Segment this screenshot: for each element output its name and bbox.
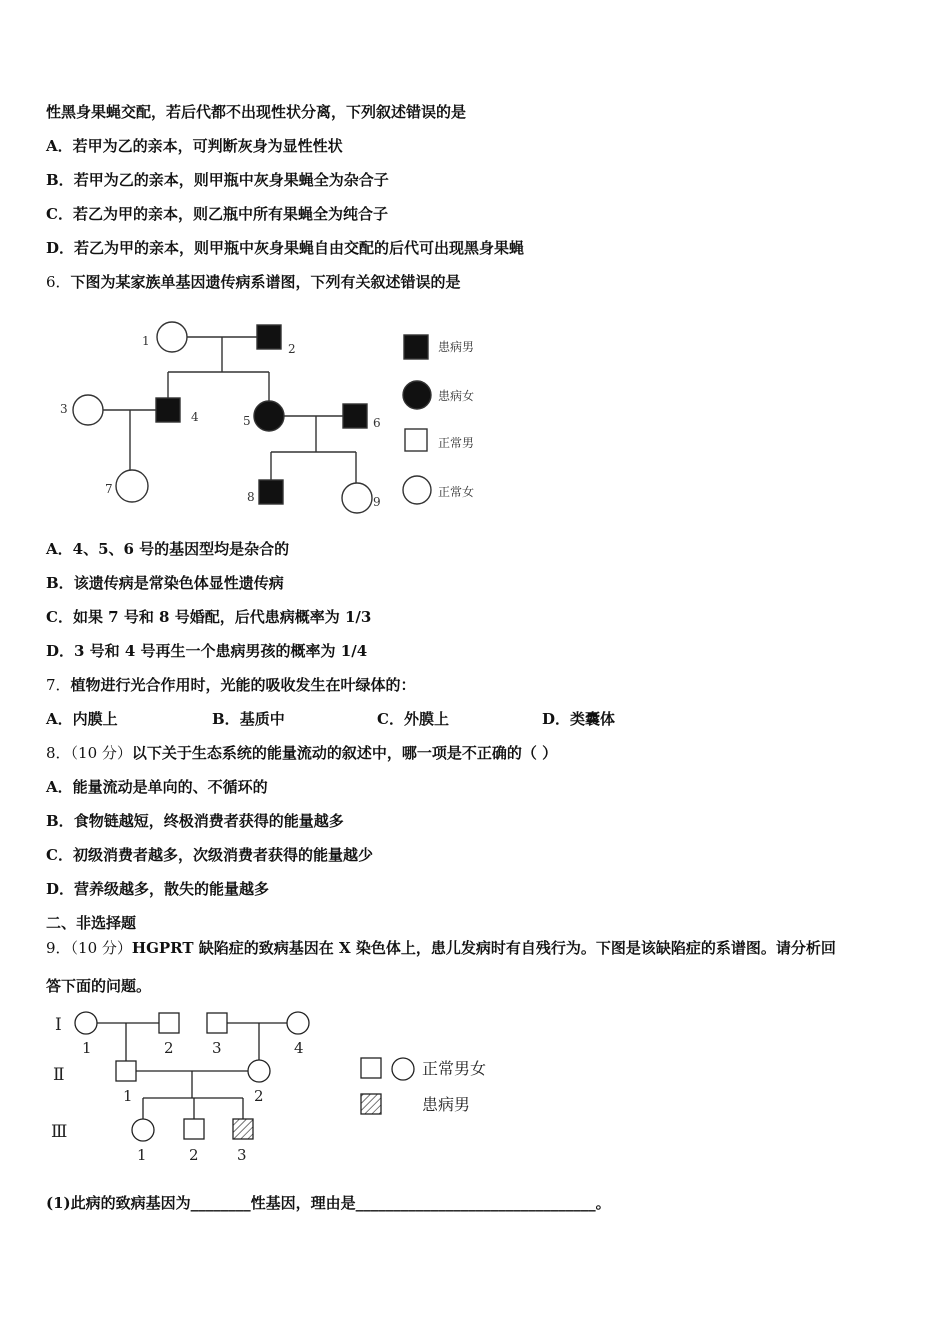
q9-generation-1: Ⅰ [55, 1015, 62, 1035]
q9-gen2-id-1: 1 [123, 1087, 133, 1105]
q9-gen2-id-2: 2 [254, 1087, 264, 1105]
q6-legend-affected-female-symbol [403, 381, 431, 409]
q6-option-d: D．3 号和 4 号再生一个患病男孩的概率为 1/4 [46, 642, 368, 660]
q6-individual-4 [156, 398, 180, 422]
q9-stem-line2: 答下面的问题。 [46, 977, 152, 995]
q8-option-a: A．能量流动是单向的、不循环的 [46, 778, 268, 796]
q9-gen1-individual-3 [207, 1013, 227, 1033]
q7-option-b: B．基质中 [212, 710, 285, 728]
q9-legend-affected-male-symbol [361, 1094, 381, 1114]
q6-individual-8 [259, 480, 283, 504]
q9-gen3-id-1: 1 [137, 1146, 147, 1164]
q9-pedigree-chart [46, 1008, 516, 1168]
q9-gen1-individual-4 [287, 1012, 309, 1034]
q6-individual-1 [157, 322, 187, 352]
q9-legend-label-affected: 患病男 [422, 1095, 471, 1114]
q7-option-c: C．外膜上 [377, 710, 449, 728]
q9-generation-2: Ⅱ [53, 1065, 65, 1085]
q9-subquestion-1: (1)此病的致病基因为________性基因，理由是________________________________。 [46, 1194, 611, 1212]
q6-id-5: 5 [243, 414, 251, 428]
q8-stem: 8．（10 分）以下关于生态系统的能量流动的叙述中，哪一项是不正确的（ ） [46, 744, 558, 762]
q9-gen1-id-1: 1 [82, 1039, 92, 1057]
q9-gen3-individual-3 [233, 1119, 253, 1139]
q7-option-d: D．类囊体 [542, 710, 616, 728]
q6-individual-5 [254, 401, 284, 431]
q5-option-c: C．若乙为甲的亲本，则乙瓶中所有果蝇全为纯合子 [46, 205, 388, 223]
q9-gen2-individual-2 [248, 1060, 270, 1082]
q9-gen1-id-2: 2 [164, 1039, 174, 1057]
q9-gen3-id-3: 3 [237, 1146, 247, 1164]
q6-id-8: 8 [247, 490, 255, 504]
q5-option-a: A．若甲为乙的亲本，可判断灰身为显性性状 [46, 137, 343, 155]
q6-individual-3 [73, 395, 103, 425]
q9-gen1-id-3: 3 [212, 1039, 222, 1057]
q9-gen1-id-4: 4 [294, 1039, 304, 1057]
q9-gen2-individual-1 [116, 1061, 136, 1081]
q6-individual-2 [257, 325, 281, 349]
q6-legend-affected-male-symbol [404, 335, 428, 359]
q6-id-9: 9 [373, 495, 381, 509]
q5-option-d: D．若乙为甲的亲本，则甲瓶中灰身果蝇自由交配的后代可出现黑身果蝇 [46, 239, 525, 257]
q6-id-2: 2 [288, 342, 296, 356]
q7-stem: 7．植物进行光合作用时，光能的吸收发生在叶绿体的： [46, 676, 416, 694]
q6-individual-9 [342, 483, 372, 513]
q6-id-1: 1 [142, 334, 150, 348]
q6-individual-6 [343, 404, 367, 428]
q6-option-b: B．该遗传病是常染色体显性遗传病 [46, 574, 284, 592]
q9-legend-normal-female-symbol [392, 1058, 414, 1080]
q9-gen3-individual-1 [132, 1119, 154, 1141]
q6-stem: 6．下图为某家族单基因遗传病系谱图，下列有关叙述错误的是 [46, 273, 461, 291]
q6-option-a: A．4、5、6 号的基因型均是杂合的 [46, 540, 290, 558]
q6-legend-normal-male-symbol [405, 429, 427, 451]
q6-legend-label-affected-female: 患病女 [438, 389, 475, 403]
q6-legend-label-normal-male: 正常男 [438, 436, 475, 450]
q8-option-d: D．营养级越多，散失的能量越多 [46, 880, 270, 898]
q6-individual-7 [116, 470, 148, 502]
q6-legend-label-affected-male: 患病男 [438, 340, 475, 354]
q5-stem-tail: 性黑身果蝇交配，若后代都不出现性状分离，下列叙述错误的是 [46, 103, 467, 121]
q6-option-c: C．如果 7 号和 8 号婚配，后代患病概率为 1/3 [46, 608, 372, 626]
q9-stem: 9．（10 分）HGPRT 缺陷症的致病基因在 X 染色体上，患儿发病时有自残行为。下图是该缺陷症的系谱图。请分析回 [46, 939, 836, 957]
q6-id-3: 3 [60, 402, 68, 416]
q6-legend-normal-female-symbol [403, 476, 431, 504]
q8-option-c: C．初级消费者越多，次级消费者获得的能量越少 [46, 846, 373, 864]
q9-generation-3: Ⅲ [51, 1122, 68, 1142]
q6-id-7: 7 [105, 482, 113, 496]
q8-option-b: B．食物链越短，终极消费者获得的能量越多 [46, 812, 344, 830]
q6-pedigree-chart [50, 315, 510, 520]
q6-id-6: 6 [373, 416, 381, 430]
q9-gen1-individual-2 [159, 1013, 179, 1033]
q9-legend-label-normal: 正常男女 [422, 1059, 487, 1078]
q9-legend-normal-male-symbol [361, 1058, 381, 1078]
q9-gen1-individual-1 [75, 1012, 97, 1034]
q6-legend-label-normal-female: 正常女 [438, 485, 475, 499]
q9-gen3-id-2: 2 [189, 1146, 199, 1164]
section-heading: 二、非选择题 [46, 914, 137, 932]
q7-option-a: A．内膜上 [46, 710, 118, 728]
q9-gen3-individual-2 [184, 1119, 204, 1139]
q5-option-b: B．若甲为乙的亲本，则甲瓶中灰身果蝇全为杂合子 [46, 171, 389, 189]
q6-id-4: 4 [191, 410, 199, 424]
